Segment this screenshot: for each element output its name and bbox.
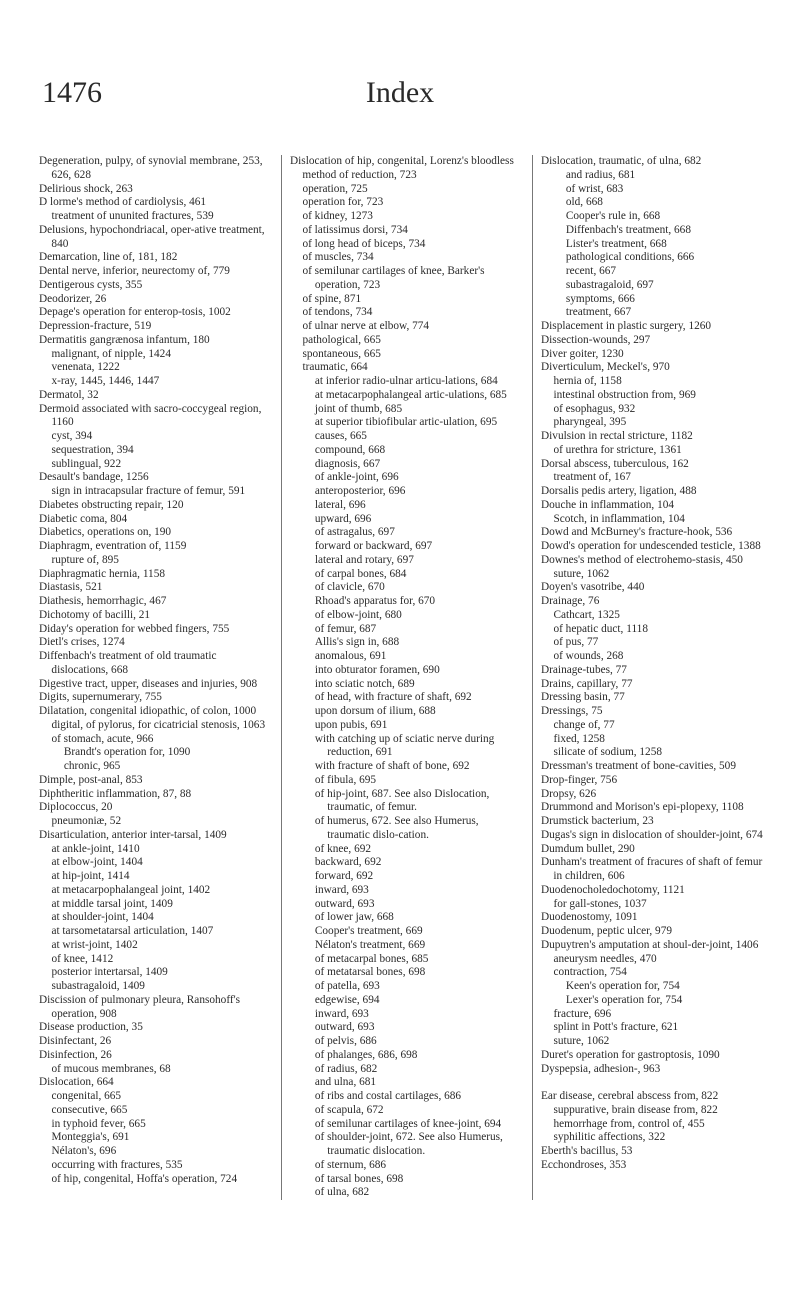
index-entry: Diabetic coma, 804 <box>39 512 128 525</box>
index-entry: contraction, 754 <box>553 966 627 979</box>
index-entry: of phalanges, 686, 698 <box>314 1048 418 1061</box>
index-entry: of fibula, 695 <box>314 773 377 786</box>
index-entry: at wrist-joint, 1402 <box>51 938 138 951</box>
index-entry: Dilatation, congenital idiopathic, of colon, 1000 <box>39 705 257 717</box>
index-entry: anomalous, 691 <box>314 650 387 662</box>
index-column-3 <box>532 155 775 1200</box>
index-entry: Diffenbach's treatment, 668 <box>565 223 691 236</box>
index-entry: suppurative, brain disease from, 822 <box>553 1103 718 1116</box>
index-entry: Disinfectant, 26 <box>39 1035 112 1047</box>
index-entry: cyst, 394 <box>51 430 93 442</box>
index-entry: Duret's operation for gastroptosis, 1090 <box>541 1048 720 1061</box>
index-entry: at metacarpophalangeal joint, 1402 <box>51 883 211 896</box>
index-entry: treatment of, 167 <box>553 471 631 484</box>
index-entry: Dermatol, 32 <box>39 388 99 401</box>
index-entry: lateral, 696 <box>314 498 366 511</box>
index-entry: of metacarpal bones, 685 <box>314 952 429 965</box>
index-entry: of spine, 871 <box>302 292 362 305</box>
index-entry: Dupuytren's amputation at shoul-der-joint, 1406 <box>541 938 759 951</box>
index-entry: Dislocation, 664 <box>39 1076 114 1089</box>
index-entry: Diabetes obstructing repair, 120 <box>39 498 184 511</box>
index-entry: lateral and rotary, 697 <box>314 553 414 566</box>
index-entry: upon dorsum of ilium, 688 <box>314 705 436 717</box>
index-entry: of long head of biceps, 734 <box>302 237 426 250</box>
index-entry: symptoms, 666 <box>565 292 635 305</box>
index-entry: Cooper's treatment, 669 <box>314 925 423 937</box>
index-entry: Ear disease, cerebral abscess from, 822 <box>541 1090 719 1102</box>
index-entry: Drains, capillary, 77 <box>541 677 633 690</box>
index-entry: upward, 696 <box>314 512 372 525</box>
index-entry: Diastasis, 521 <box>39 581 103 594</box>
index-entry: Diathesis, hemorrhagic, 467 <box>39 595 167 607</box>
index-entry: digital, of pylorus, for cicatricial stenosis, 1063 <box>51 718 266 731</box>
index-entry: Diplococcus, 20 <box>39 801 113 814</box>
index-entry: at ankle-joint, 1410 <box>51 842 140 855</box>
index-entry: Dunham's treatment of fracures of shaft of femur in children, 606 <box>541 856 763 882</box>
index-entry: Dorsalis pedis artery, ligation, 488 <box>541 485 697 497</box>
index-entry: pathological, 665 <box>302 333 381 346</box>
index-entry: Displacement in plastic surgery, 1260 <box>541 320 712 332</box>
index-entry: silicate of sodium, 1258 <box>553 746 662 759</box>
index-entry: Dislocation, traumatic, of ulna, 682 <box>541 155 702 167</box>
index-entry: syphilitic affections, 322 <box>553 1131 666 1144</box>
index-entry: of hepatic duct, 1118 <box>553 622 648 635</box>
index-entry: Digits, supernumerary, 755 <box>39 691 162 704</box>
index-entry: Keen's operation for, 754 <box>565 980 680 992</box>
index-entry: subastragaloid, 697 <box>565 278 654 291</box>
index-entry: sublingual, 922 <box>51 457 122 470</box>
index-entry: Duodenocholedochotomy, 1121 <box>541 883 685 896</box>
index-entry: Brandt's operation for, 1090 <box>63 746 191 759</box>
index-entry: rupture of, 895 <box>51 553 119 566</box>
index-entry: Dichotomy of bacilli, 21 <box>39 608 151 621</box>
index-entry: Diday's operation for webbed fingers, 755 <box>39 622 230 635</box>
index-entry: Discission of pulmonary pleura, Ransohoff's operation, 908 <box>39 993 241 1020</box>
index-entry: of astragalus, 697 <box>314 526 395 539</box>
index-entry: Diffenbach's treatment of old traumatic dislocations, 668 <box>39 650 217 676</box>
index-entry: and radius, 681 <box>565 168 636 181</box>
index-entry: Dressman's treatment of bone-cavities, 509 <box>541 760 736 772</box>
index-entry: Dropsy, 626 <box>541 787 597 800</box>
index-entry: Dermatitis gangrænosa infantum, 180 <box>39 333 210 346</box>
index-entry: Dressings, 75 <box>541 705 603 717</box>
index-entry: outward, 693 <box>314 1021 375 1034</box>
index-entry: into obturator foramen, 690 <box>314 663 440 676</box>
index-entry: Monteggia's, 691 <box>51 1131 130 1144</box>
index-entry: Lexer's operation for, 754 <box>565 993 683 1006</box>
index-column-1 <box>33 155 273 1200</box>
index-entry: of pelvis, 686 <box>314 1035 377 1047</box>
index-entry: congenital, 665 <box>51 1090 122 1102</box>
index-entry: of patella, 693 <box>314 980 380 992</box>
index-entry: Dumdum bullet, 290 <box>541 842 635 855</box>
index-entry: Depage's operation for enterop-tosis, 1002 <box>39 306 231 319</box>
index-entry: of ankle-joint, 696 <box>314 471 399 484</box>
index-entry: Dressing basin, 77 <box>541 691 625 704</box>
index-entry: of esophagus, 932 <box>553 402 636 415</box>
index-entry: Depression-fracture, 519 <box>39 320 152 332</box>
index-entry: operation, 725 <box>302 182 368 195</box>
index-entry: x-ray, 1445, 1446, 1447 <box>51 375 160 387</box>
index-entry: of semilunar cartilages of knee-joint, 694 <box>314 1117 502 1130</box>
index-entry: D lorme's method of cardiolysis, 461 <box>39 196 207 209</box>
index-entry: backward, 692 <box>314 856 382 869</box>
index-entry: in typhoid fever, 665 <box>51 1117 146 1130</box>
index-entry: Diaphragm, eventration of, 1159 <box>39 540 187 552</box>
index-entry: operation for, 723 <box>302 196 384 209</box>
index-entry: of carpal bones, 684 <box>314 567 407 580</box>
index-entry: for gall-stones, 1037 <box>553 897 647 910</box>
index-entry: splint in Pott's fracture, 621 <box>553 1021 679 1034</box>
index-entry: of ulna, 682 <box>314 1186 370 1199</box>
index-entry: subastragaloid, 1409 <box>51 980 145 992</box>
index-entry: pathological conditions, 666 <box>565 251 695 264</box>
index-entry: outward, 693 <box>314 897 375 910</box>
index-entry: intestinal obstruction from, 969 <box>553 388 696 401</box>
index-entry: change of, 77 <box>553 718 615 731</box>
index-entry: consecutive, 665 <box>51 1103 128 1116</box>
index-entry: of head, with fracture of shaft, 692 <box>314 691 472 704</box>
index-entry: Dental nerve, inferior, neurectomy of, 779 <box>39 265 230 277</box>
index-entry: of lower jaw, 668 <box>314 911 394 924</box>
index-entry: Cooper's rule in, 668 <box>565 210 661 222</box>
index-entry: Diver goiter, 1230 <box>541 347 624 360</box>
index-columns <box>33 155 775 1200</box>
index-entry: at tarsometatarsal articulation, 1407 <box>51 925 214 937</box>
index-entry: Dissection-wounds, 297 <box>541 333 651 346</box>
index-entry: of wounds, 268 <box>553 650 624 662</box>
index-entry: Cathcart, 1325 <box>553 608 620 621</box>
index-entry: Deodorizer, 26 <box>39 292 107 305</box>
index-entry: joint of thumb, 685 <box>314 402 403 415</box>
index-entry: Dowd's operation for undescended testicle, 1388 <box>541 540 761 552</box>
index-entry: spontaneous, 665 <box>302 347 381 360</box>
index-entry: of ribs and costal cartilages, 686 <box>314 1090 462 1102</box>
index-entry: of tarsal bones, 698 <box>314 1172 404 1185</box>
index-entry: with catching up of sciatic nerve during reduction, 691 <box>314 732 495 759</box>
page-number: 1476 <box>42 76 102 109</box>
index-entry: Dorsal abscess, tuberculous, 162 <box>541 457 689 470</box>
index-entry: fixed, 1258 <box>553 732 605 745</box>
index-entry: pneumoniæ, 52 <box>51 815 122 827</box>
index-entry: into sciatic notch, 689 <box>314 677 415 690</box>
index-entry: Disarticulation, anterior inter-tarsal, 1409 <box>39 828 227 841</box>
index-entry: at middle tarsal joint, 1409 <box>51 897 173 910</box>
index-entry: Diaphragmatic hernia, 1158 <box>39 567 165 580</box>
index-entry: Drainage, 76 <box>541 595 600 607</box>
index-entry: forward or backward, 697 <box>314 540 433 552</box>
index-entry: Lister's treatment, 668 <box>565 237 667 250</box>
index-entry: of radius, 682 <box>314 1062 378 1075</box>
index-entry: Drumstick bacterium, 23 <box>541 815 654 827</box>
index-entry: Dermoid associated with sacro-coccygeal region, 1160 <box>39 402 262 429</box>
index-entry: forward, 692 <box>314 870 374 882</box>
index-entry: Ecchondroses, 353 <box>541 1158 627 1171</box>
index-entry: of kidney, 1273 <box>302 210 373 222</box>
index-entry: Diphtheritic inflammation, 87, 88 <box>39 787 192 800</box>
index-entry: Dyspepsia, adhesion-, 963 <box>541 1062 661 1075</box>
index-entry: aneurysm needles, 470 <box>553 952 657 965</box>
index-entry: Dietl's crises, 1274 <box>39 636 125 649</box>
index-entry: Duodenostomy, 1091 <box>541 911 638 924</box>
index-entry: and ulna, 681 <box>314 1076 377 1089</box>
index-entry: at shoulder-joint, 1404 <box>51 911 154 924</box>
index-entry: of knee, 692 <box>314 842 372 855</box>
index-entry: suture, 1062 <box>553 567 610 580</box>
index-entry: treatment, 667 <box>565 306 632 319</box>
index-entry: chronic, 965 <box>63 760 121 772</box>
index-entry: of tendons, 734 <box>302 306 373 319</box>
index-entry: traumatic, 664 <box>302 361 368 374</box>
index-entry: Delirious shock, 263 <box>39 182 133 195</box>
index-entry: Allis's sign in, 688 <box>314 636 400 649</box>
index-entry: diagnosis, 667 <box>314 457 381 470</box>
index-entry: hernia of, 1158 <box>553 375 622 387</box>
index-entry: Nélaton's treatment, 669 <box>314 938 426 951</box>
index-entry: with fracture of shaft of bone, 692 <box>314 760 470 772</box>
index-entry: Dowd and McBurney's fracture-hook, 536 <box>541 526 733 539</box>
index-entry: fracture, 696 <box>553 1007 612 1020</box>
index-entry: Digestive tract, upper, diseases and injuries, 908 <box>39 677 258 690</box>
index-entry: of shoulder-joint, 672. See also Humerus, traumatic dislocation. <box>314 1131 503 1157</box>
index-entry: venenata, 1222 <box>51 361 120 374</box>
index-entry: of stomach, acute, 966 <box>51 732 154 745</box>
index-entry: treatment of ununited fractures, 539 <box>51 210 214 222</box>
index-entry: Divulsion in rectal stricture, 1182 <box>541 430 693 442</box>
index-entry: of femur, 687 <box>314 622 377 635</box>
index-entry: edgewise, 694 <box>314 993 380 1006</box>
index-entry: of knee, 1412 <box>51 952 114 965</box>
index-entry: at metacarpophalangeal artic-ulations, 685 <box>314 388 507 401</box>
index-entry: Dislocation of hip, congenital, Lorenz's bloodless method of reduction, 723 <box>290 155 514 181</box>
index-entry: of scapula, 672 <box>314 1103 384 1116</box>
index-entry: of metatarsal bones, 698 <box>314 966 426 979</box>
index-entry: of hip-joint, 687. See also Dislocation, traumatic, of femur. <box>314 787 490 814</box>
index-entry: Scotch, in inflammation, 104 <box>553 512 685 525</box>
index-entry: of pus, 77 <box>553 636 599 649</box>
index-entry: Diabetics, operations on, 190 <box>39 526 172 539</box>
index-entry: Duodenum, peptic ulcer, 979 <box>541 925 672 937</box>
index-entry: occurring with fractures, 535 <box>51 1158 183 1171</box>
index-entry: Dimple, post-anal, 853 <box>39 773 143 786</box>
index-entry: at superior tibiofibular artic-ulation, 695 <box>314 416 498 429</box>
index-entry: Doyen's vasotribe, 440 <box>541 581 645 594</box>
index-entry: of humerus, 672. See also Humerus, traumatic dislo-cation. <box>314 815 479 841</box>
index-entry: suture, 1062 <box>553 1035 610 1047</box>
index-entry: old, 668 <box>565 196 603 209</box>
index-entry: of sternum, 686 <box>314 1158 387 1171</box>
index-entry: of muscles, 734 <box>302 251 374 264</box>
index-entry: Disinfection, 26 <box>39 1048 112 1061</box>
index-entry: at inferior radio-ulnar articu-lations, 684 <box>314 375 498 387</box>
index-entry: compound, 668 <box>314 443 386 456</box>
index-entry: posterior intertarsal, 1409 <box>51 966 168 979</box>
index-entry: malignant, of nipple, 1424 <box>51 347 171 360</box>
index-entry: Drummond and Morison's epi-plopexy, 1108 <box>541 801 744 814</box>
index-entry: Downes's method of electrohemo-stasis, 450 <box>541 553 743 566</box>
index-entry: Diverticulum, Meckel's, 970 <box>541 361 670 374</box>
index-entry: of elbow-joint, 680 <box>314 608 402 621</box>
page-title: Index <box>365 76 435 109</box>
index-entry: Disease production, 35 <box>39 1021 143 1034</box>
index-entry: Eberth's bacillus, 53 <box>541 1145 633 1157</box>
index-entry: at hip-joint, 1414 <box>51 870 130 882</box>
index-entry: Dentigerous cysts, 355 <box>39 278 143 291</box>
index-entry: inward, 693 <box>314 1007 369 1020</box>
index-entry: causes, 665 <box>314 430 367 442</box>
index-column-2 <box>281 155 524 1200</box>
index-entry: sign in intracapsular fracture of femur, 591 <box>51 485 246 497</box>
index-entry: of semilunar cartilages of knee, Barker's operation, 723 <box>302 265 485 291</box>
index-entry: of mucous membranes, 68 <box>51 1062 171 1075</box>
index-entry: inward, 693 <box>314 883 369 896</box>
index-entry: Desault's bandage, 1256 <box>39 471 149 484</box>
index-entry: of clavicle, 670 <box>314 581 385 594</box>
index-entry: of latissimus dorsi, 734 <box>302 223 408 236</box>
index-entry: anteroposterior, 696 <box>314 485 406 497</box>
index-entry: of urethra for stricture, 1361 <box>553 443 682 456</box>
index-entry: of wrist, 683 <box>565 182 624 195</box>
index-entry: Delusions, hypochondriacal, oper-ative treatment, 840 <box>39 223 265 250</box>
index-entry: pharyngeal, 395 <box>553 416 627 429</box>
index-entry: Drop-finger, 756 <box>541 773 618 786</box>
index-entry: Demarcation, line of, 181, 182 <box>39 251 178 264</box>
index-entry: upon pubis, 691 <box>314 718 388 731</box>
index-entry: hemorrhage from, control of, 455 <box>553 1117 705 1130</box>
index-entry: of hip, congenital, Hoffa's operation, 724 <box>51 1172 238 1185</box>
index-entry: Drainage-tubes, 77 <box>541 663 627 676</box>
index-entry: of ulnar nerve at elbow, 774 <box>302 320 430 332</box>
index-entry: Rhoad's apparatus for, 670 <box>314 595 436 607</box>
index-entry: Douche in inflammation, 104 <box>541 498 675 511</box>
index-entry: Nélaton's, 696 <box>51 1145 117 1157</box>
index-entry: Degeneration, pulpy, of synovial membrane, 253, 626, 628 <box>39 155 263 181</box>
index-entry: sequestration, 394 <box>51 443 134 456</box>
index-entry: Dugas's sign in dislocation of shoulder-joint, 674 <box>541 828 763 841</box>
index-entry: recent, 667 <box>565 265 617 277</box>
index-entry: at elbow-joint, 1404 <box>51 856 143 869</box>
